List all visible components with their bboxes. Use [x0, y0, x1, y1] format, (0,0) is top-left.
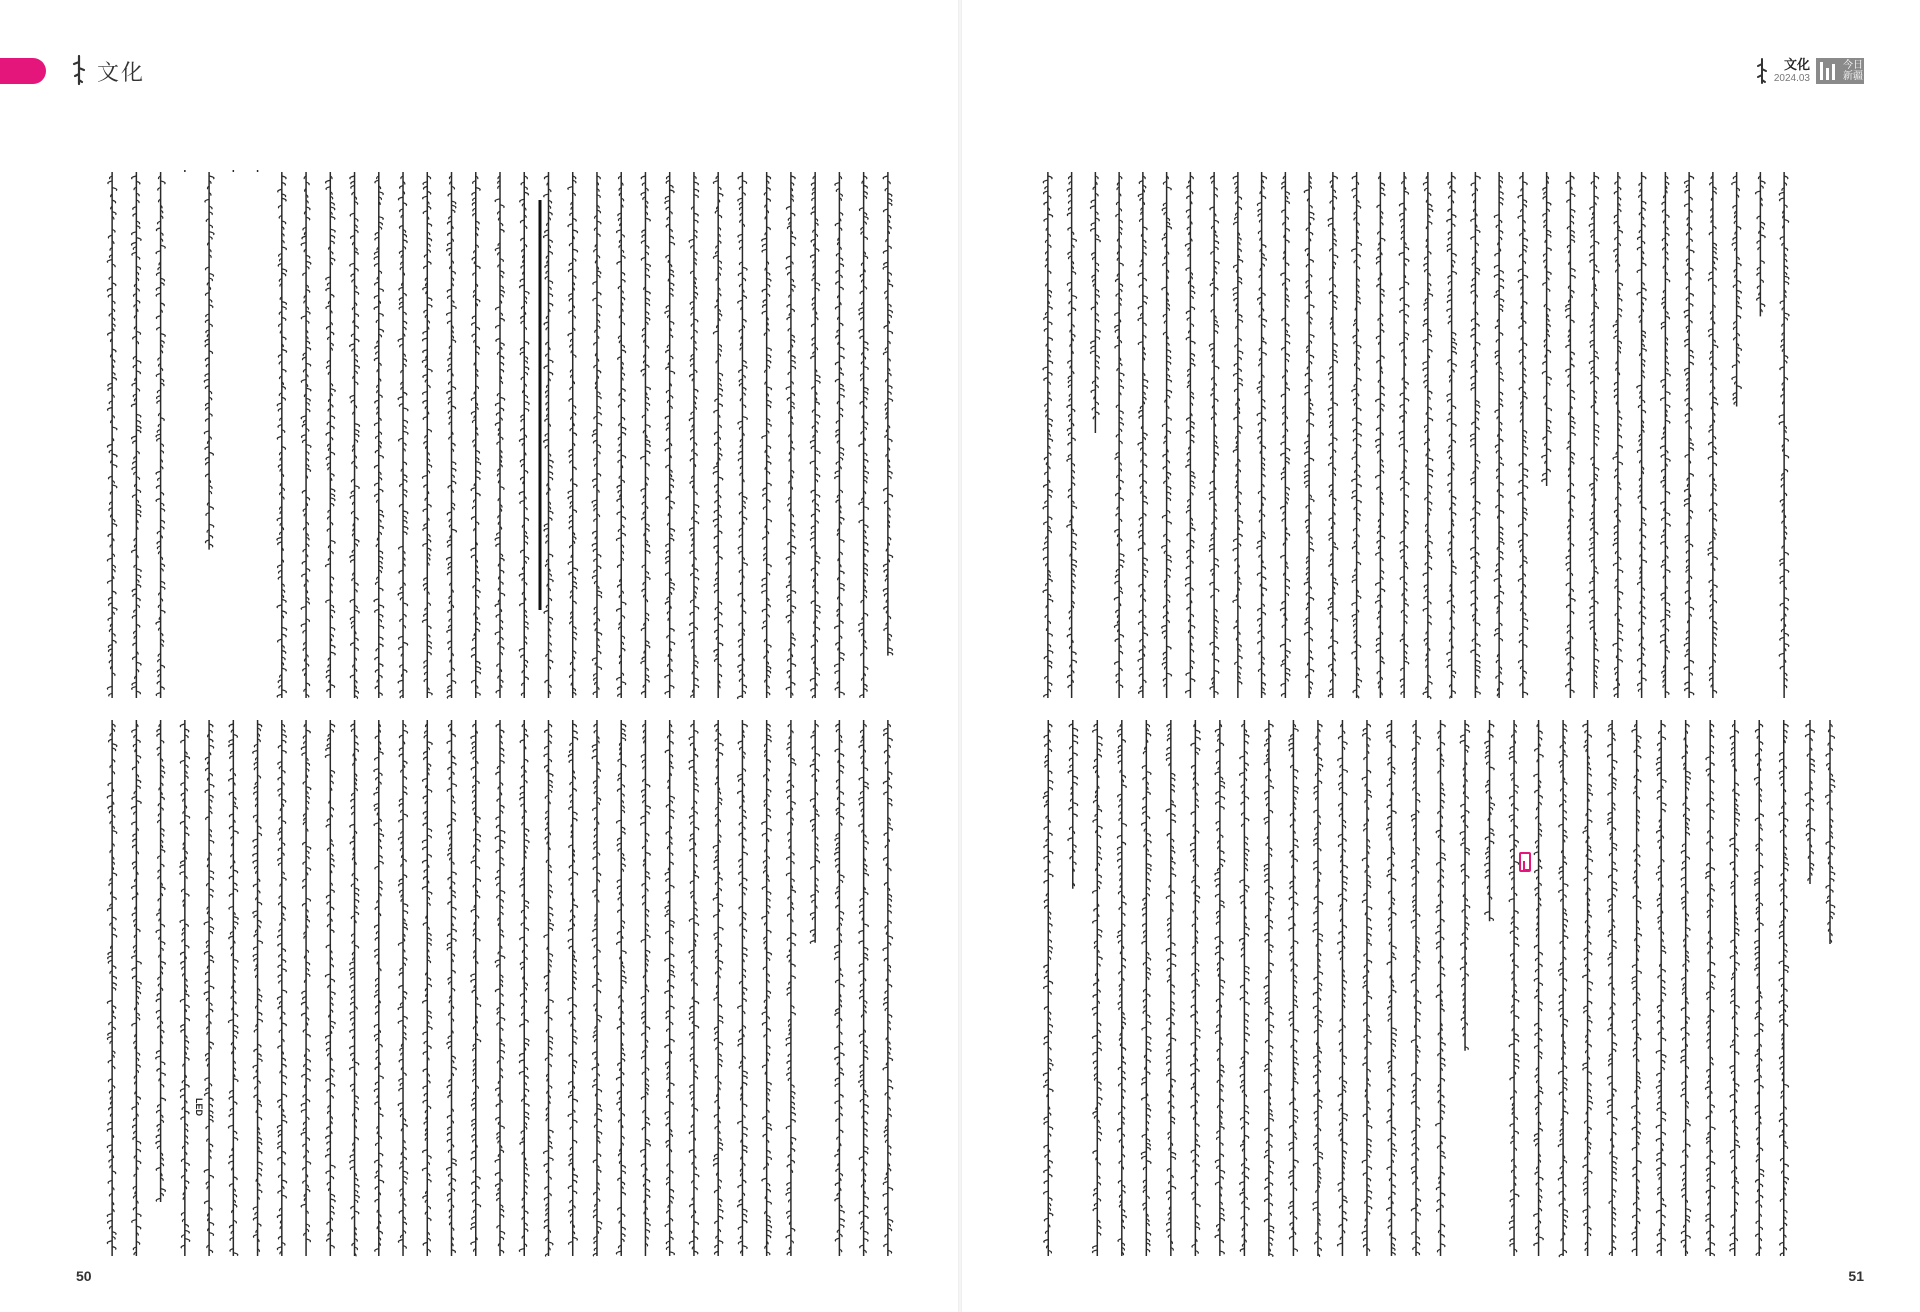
- text-column: [665, 172, 675, 698]
- text-column: [1509, 720, 1519, 1256]
- text-column: [543, 172, 553, 698]
- text-column: [1826, 720, 1835, 944]
- left-page-top-text: [100, 170, 900, 700]
- text-column: [1352, 172, 1362, 698]
- text-column: [1362, 720, 1372, 1256]
- text-column: [1471, 172, 1481, 698]
- text-column: [1313, 720, 1323, 1257]
- page-number-right: 51: [1848, 1268, 1864, 1284]
- text-column: [1681, 720, 1691, 1256]
- text-column: [1583, 720, 1593, 1256]
- section-tab: [0, 58, 46, 84]
- text-column: [1607, 720, 1617, 1256]
- magazine-logo: [1816, 58, 1864, 84]
- text-column: [1637, 172, 1647, 698]
- text-column: [1534, 720, 1544, 1256]
- text-column: [1684, 172, 1694, 698]
- text-column: [641, 720, 651, 1256]
- text-column: [1518, 172, 1528, 698]
- text-column: [568, 172, 578, 698]
- image-caption: [1800, 718, 1840, 958]
- text-column: [1558, 720, 1568, 1257]
- page-number-left: 50: [76, 1268, 92, 1284]
- text-column: [350, 172, 360, 699]
- text-column: [1436, 720, 1446, 1256]
- text-column: [1067, 172, 1077, 698]
- right-page-bottom-text: [1036, 718, 1796, 1258]
- text-column: [1166, 720, 1176, 1256]
- text-column: [1755, 172, 1765, 316]
- text-column: [1068, 720, 1078, 889]
- text-column: [1239, 720, 1249, 1256]
- text-column: [1141, 720, 1151, 1256]
- text-column: [689, 172, 699, 698]
- text-column: [616, 172, 626, 698]
- text-column: [883, 720, 893, 1256]
- text-column: [689, 720, 699, 1256]
- text-column: [883, 172, 893, 656]
- text-column: [786, 720, 796, 1256]
- text-column: [204, 720, 214, 1256]
- text-column: [1805, 720, 1815, 884]
- text-column: [495, 172, 505, 698]
- text-column: [665, 720, 675, 1256]
- text-column: [156, 720, 166, 1202]
- text-column: [1117, 720, 1126, 1256]
- text-column: [374, 172, 384, 698]
- text-column: [277, 720, 287, 1256]
- text-column: [1660, 172, 1670, 698]
- text-column: [1328, 172, 1338, 698]
- inline-annotation: LED: [194, 1098, 204, 1116]
- text-column: [1565, 172, 1575, 698]
- text-column: [786, 172, 796, 698]
- section-title: 文化: [97, 61, 146, 86]
- text-column: [447, 720, 457, 1256]
- mongolian-mark-icon: [1756, 57, 1768, 85]
- highlight-marker-icon: [1519, 852, 1531, 872]
- text-column: [1387, 720, 1397, 1256]
- text-column: [1779, 720, 1789, 1256]
- text-column: [810, 172, 820, 698]
- text-column: [713, 720, 723, 1256]
- text-column: [471, 720, 481, 1256]
- text-column: [301, 720, 311, 1256]
- text-column: [228, 720, 238, 1256]
- text-column: [301, 172, 311, 698]
- text-column: [1632, 720, 1642, 1256]
- text-column: [1485, 720, 1495, 921]
- section-title-right: 文化: [1783, 57, 1810, 73]
- text-column: [398, 172, 408, 698]
- text-column: [1705, 720, 1715, 1256]
- text-column: [1257, 172, 1267, 698]
- text-column: [835, 172, 845, 698]
- right-page-top-text: [1036, 170, 1796, 700]
- page-gutter: [958, 0, 962, 1312]
- text-column: [568, 720, 578, 1256]
- logo-text: 今日新疆: [1843, 60, 1863, 82]
- text-column: [1337, 720, 1347, 1256]
- text-column: [737, 720, 747, 1256]
- text-column: [1423, 172, 1433, 699]
- text-column: [131, 172, 141, 698]
- text-column: [1708, 172, 1718, 698]
- text-column: [592, 720, 602, 1256]
- text-column: [1289, 720, 1299, 1256]
- text-column: [1215, 720, 1225, 1256]
- text-column: [762, 720, 772, 1256]
- text-column: [810, 720, 819, 944]
- text-column: [859, 720, 869, 1256]
- text-column: [398, 720, 408, 1256]
- text-column: [544, 720, 554, 1256]
- text-column: [713, 172, 723, 698]
- text-column: [834, 720, 844, 1256]
- text-column: [1264, 720, 1274, 1257]
- text-column: [471, 172, 481, 698]
- text-column: [1656, 720, 1666, 1256]
- mongolian-mark-icon: [72, 54, 86, 86]
- text-column: [1613, 172, 1623, 698]
- text-column: [422, 720, 432, 1256]
- text-column: [422, 172, 432, 698]
- text-column: [1233, 172, 1243, 698]
- issue-date: 2024.03: [1773, 72, 1810, 84]
- text-column: [592, 172, 602, 698]
- text-column: [1494, 172, 1504, 698]
- text-column: [762, 172, 772, 698]
- text-column: [495, 720, 505, 1256]
- header-right: [1756, 56, 1864, 86]
- text-column: [204, 172, 214, 550]
- text-column: [519, 172, 529, 698]
- text-column: [180, 720, 190, 1256]
- text-column: [1043, 172, 1053, 698]
- text-column: [1730, 720, 1740, 1256]
- text-column: [1162, 172, 1172, 698]
- text-column: [350, 720, 360, 1256]
- text-column: [1138, 172, 1148, 698]
- text-column: [616, 720, 626, 1256]
- text-column: [277, 172, 287, 698]
- text-column: [253, 720, 263, 1256]
- text-column: [1304, 172, 1314, 698]
- text-column: [1754, 720, 1763, 1256]
- text-column: [1542, 172, 1552, 486]
- text-column: [107, 720, 117, 1256]
- text-column: [1732, 172, 1742, 407]
- text-column: [737, 172, 747, 699]
- text-column: [1411, 720, 1421, 1256]
- text-column: [156, 172, 165, 698]
- text-column: [1589, 172, 1599, 698]
- text-column: [1190, 720, 1200, 1256]
- text-column: [326, 172, 336, 698]
- text-column: [1779, 172, 1789, 698]
- text-column: [1209, 172, 1219, 698]
- text-column: [859, 172, 869, 698]
- text-column: [1447, 172, 1457, 699]
- text-column: [131, 720, 141, 1256]
- text-column: [1460, 720, 1470, 1051]
- text-column: [374, 720, 384, 1256]
- text-column: [519, 720, 529, 1256]
- text-column: [107, 172, 117, 698]
- text-column: [1185, 172, 1195, 698]
- text-column: [1114, 172, 1124, 698]
- text-column: [1399, 172, 1409, 698]
- text-column: [641, 172, 651, 698]
- text-column: [1092, 720, 1102, 1256]
- text-column: [1043, 720, 1053, 1256]
- text-column: [1375, 172, 1385, 698]
- text-column: [1280, 172, 1290, 698]
- text-column: [447, 172, 457, 698]
- left-page-bottom-text: [100, 718, 900, 1258]
- text-column: [325, 720, 335, 1256]
- text-column: [1090, 172, 1100, 433]
